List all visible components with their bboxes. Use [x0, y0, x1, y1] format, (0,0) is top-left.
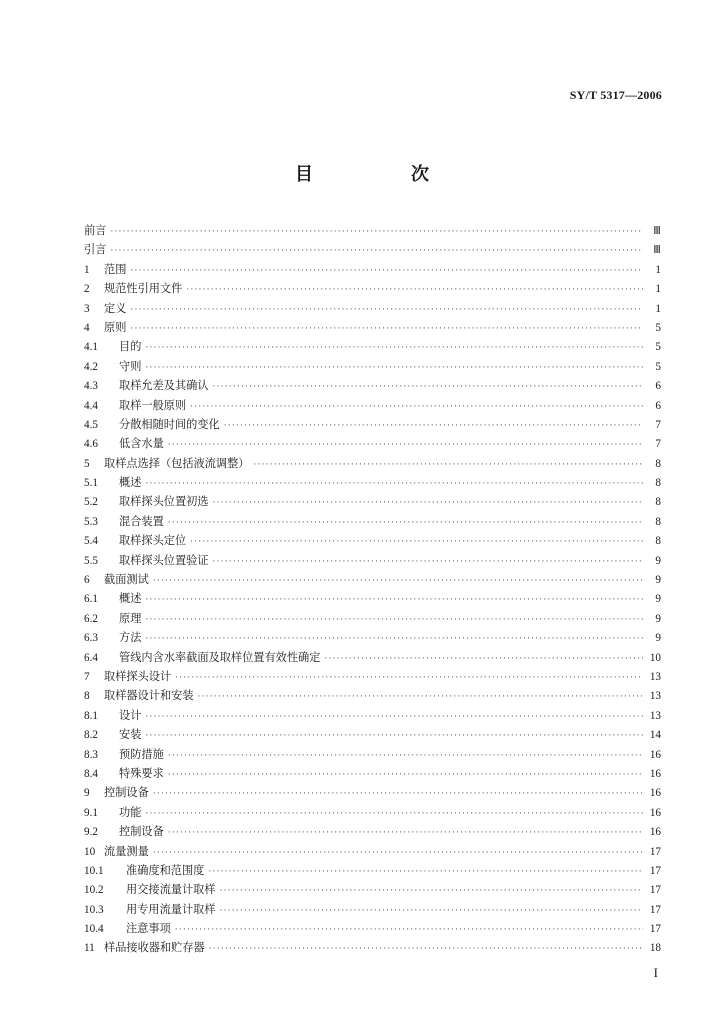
toc-entry-title: 特殊要求 — [119, 766, 164, 780]
toc-entry-page: 17 — [649, 884, 661, 897]
toc-entry-title: 原理 — [119, 611, 142, 625]
toc-entry-title: 功能 — [119, 805, 142, 819]
toc-dot-leader — [220, 902, 643, 921]
toc-entry-page: 13 — [649, 709, 661, 722]
standard-code: SY/T 5317—2006 — [569, 88, 662, 102]
toc-entry-title: 管线内含水率截面及取样位置有效性确定 — [119, 650, 321, 664]
toc-entry-page: 16 — [649, 748, 661, 761]
toc-entry[interactable] — [84, 822, 661, 841]
toc-entry[interactable] — [84, 609, 661, 628]
toc-entry[interactable] — [84, 745, 661, 764]
toc-dot-leader — [110, 223, 643, 242]
toc-entry-number: 5.5 — [84, 554, 98, 567]
toc-dot-leader — [224, 417, 643, 436]
toc-entry-page: 5 — [655, 360, 661, 373]
toc-entry-number: 5.1 — [84, 477, 98, 490]
toc-entry-page: 8 — [655, 535, 661, 548]
toc-entry[interactable] — [84, 357, 661, 376]
toc-dot-leader — [145, 727, 643, 746]
toc-entry-number: 6.1 — [84, 593, 98, 606]
toc-entry-page: 8 — [655, 477, 661, 490]
toc-entry-number: 4 — [84, 321, 90, 334]
toc-entry[interactable] — [84, 396, 661, 415]
toc-dot-leader — [220, 882, 643, 901]
toc-dot-leader — [110, 242, 643, 261]
toc-entry-page: 17 — [649, 903, 661, 916]
toc-entry-page: 17 — [649, 923, 661, 936]
toc-entry-title: 取样探头设计 — [104, 669, 172, 683]
toc-dot-leader — [145, 475, 643, 494]
toc-dot-leader — [168, 514, 643, 533]
toc-entry[interactable] — [84, 803, 661, 822]
toc-entry-title: 混合装置 — [119, 514, 164, 528]
toc-dot-leader — [130, 262, 643, 281]
toc-entry-page: 8 — [655, 457, 661, 470]
toc-entry-number: 8.2 — [84, 729, 98, 742]
toc-entry-title: 用专用流量计取样 — [126, 902, 216, 916]
toc-dot-leader — [168, 824, 643, 843]
toc-entry-page: 6 — [655, 380, 661, 393]
toc-entry-number: 6.4 — [84, 651, 98, 664]
toc-dot-leader — [190, 398, 643, 417]
toc-entry-number: 4.4 — [84, 399, 98, 412]
table-of-contents — [84, 221, 661, 958]
toc-entry-number: 4.6 — [84, 438, 98, 451]
toc-entry-title: 注意事项 — [126, 922, 171, 936]
toc-entry[interactable] — [84, 434, 661, 453]
toc-dot-leader — [186, 281, 643, 300]
toc-entry-page: 16 — [649, 826, 661, 839]
toc-entry-page: 18 — [649, 942, 661, 955]
toc-dot-leader — [130, 301, 643, 320]
toc-dot-leader — [198, 688, 643, 707]
toc-entry[interactable] — [84, 337, 661, 356]
toc-entry-number: 8.3 — [84, 748, 98, 761]
toc-entry[interactable] — [84, 764, 661, 783]
toc-entry[interactable] — [84, 492, 661, 511]
toc-entry-title: 前言 — [84, 224, 107, 237]
toc-entry-number: 9.1 — [84, 806, 98, 819]
toc-entry-page: 8 — [655, 496, 661, 509]
toc-dot-leader — [175, 921, 643, 940]
toc-entry-number: 4.5 — [84, 418, 98, 431]
toc-entry-title: 取样探头位置验证 — [119, 553, 209, 567]
toc-entry[interactable] — [84, 842, 661, 861]
toc-entry-title: 控制设备 — [104, 786, 149, 800]
toc-entry-number: 10.1 — [84, 864, 104, 877]
toc-entry[interactable] — [84, 900, 661, 919]
toc-entry-page: Ⅲ — [653, 244, 661, 257]
toc-entry-number: 5 — [84, 457, 90, 470]
toc-entry-title: 目的 — [119, 340, 142, 354]
toc-entry[interactable] — [84, 589, 661, 608]
toc-dot-leader — [145, 708, 643, 727]
toc-entry-page: 10 — [649, 651, 661, 664]
toc-entry-number: 3 — [84, 302, 90, 315]
toc-entry-title: 预防措施 — [119, 747, 164, 761]
toc-entry[interactable] — [84, 628, 661, 647]
toc-entry-title: 安装 — [119, 728, 142, 742]
toc-entry-number: 6 — [84, 574, 90, 587]
toc-dot-leader — [208, 863, 643, 882]
page-title: 目 次 — [295, 164, 469, 185]
toc-entry[interactable] — [84, 551, 661, 570]
toc-dot-leader — [130, 320, 643, 339]
toc-entry-title: 守则 — [119, 359, 142, 373]
toc-dot-leader — [168, 747, 643, 766]
toc-dot-leader — [145, 805, 643, 824]
toc-entry[interactable] — [84, 783, 661, 802]
toc-entry-page: 14 — [649, 729, 661, 742]
toc-entry-page: 7 — [655, 418, 661, 431]
toc-dot-leader — [213, 553, 643, 572]
toc-entry-page: 16 — [649, 806, 661, 819]
toc-entry-number: 5.3 — [84, 515, 98, 528]
toc-dot-leader — [153, 785, 643, 804]
toc-dot-leader — [175, 669, 643, 688]
toc-dot-leader — [153, 572, 643, 591]
toc-entry-number: 11 — [84, 942, 95, 955]
toc-entry-number: 1 — [84, 263, 90, 276]
toc-entry-number: 7 — [84, 670, 90, 683]
toc-entry-title: 取样允差及其确认 — [119, 379, 209, 393]
toc-dot-leader — [145, 611, 643, 630]
toc-entry-page: 5 — [655, 341, 661, 354]
toc-entry-page: 17 — [649, 864, 661, 877]
toc-entry-title: 控制设备 — [119, 825, 164, 839]
toc-entry-page: 1 — [655, 263, 661, 276]
toc-entry-page: 9 — [655, 554, 661, 567]
toc-entry[interactable] — [84, 240, 661, 259]
toc-entry-number: 6.3 — [84, 632, 98, 645]
toc-entry[interactable] — [84, 531, 661, 550]
toc-entry-number: 4.3 — [84, 380, 98, 393]
toc-entry-page: 13 — [649, 670, 661, 683]
toc-entry-page: Ⅲ — [653, 225, 661, 237]
toc-dot-leader — [253, 456, 643, 475]
toc-entry-number: 10.4 — [84, 923, 104, 936]
toc-entry[interactable] — [84, 415, 661, 434]
toc-dot-leader — [190, 533, 643, 552]
toc-entry[interactable] — [84, 318, 661, 337]
toc-entry-title: 截面测试 — [104, 573, 149, 587]
toc-entry-title: 样品接收器和贮存器 — [104, 941, 205, 955]
toc-entry[interactable] — [84, 880, 661, 899]
toc-entry-page: 1 — [655, 302, 661, 315]
toc-entry[interactable] — [84, 648, 661, 667]
toc-entry-title: 流量测量 — [104, 844, 149, 858]
toc-entry-number: 2 — [84, 283, 90, 296]
toc-entry-page: 16 — [649, 767, 661, 780]
toc-dot-leader — [213, 494, 643, 513]
toc-entry[interactable] — [84, 299, 661, 318]
toc-entry[interactable] — [84, 861, 661, 880]
toc-entry-title: 引言 — [84, 243, 107, 257]
toc-entry-title: 定义 — [104, 301, 127, 315]
toc-entry[interactable] — [84, 706, 661, 725]
toc-entry-title: 取样探头定位 — [119, 534, 187, 548]
toc-entry-title: 原则 — [104, 320, 127, 334]
toc-entry[interactable] — [84, 686, 661, 705]
toc-dot-leader — [145, 339, 643, 358]
toc-entry-number: 10 — [84, 845, 96, 858]
toc-entry-title: 取样一般原则 — [119, 398, 187, 412]
toc-entry-title: 设计 — [119, 708, 142, 722]
toc-entry-page: 13 — [649, 690, 661, 703]
toc-dot-leader — [145, 359, 643, 378]
toc-entry[interactable] — [84, 919, 661, 938]
toc-entry-page: 6 — [655, 399, 661, 412]
toc-entry[interactable] — [84, 938, 661, 957]
toc-entry-number: 10.3 — [84, 903, 104, 916]
toc-entry-page: 1 — [655, 283, 661, 296]
toc-entry-number: 10.2 — [84, 884, 104, 897]
toc-entry-page: 7 — [655, 438, 661, 451]
toc-entry-title: 概述 — [119, 592, 142, 606]
toc-entry-page: 17 — [649, 845, 661, 858]
toc-entry-page: 9 — [655, 612, 661, 625]
toc-entry[interactable] — [84, 512, 661, 531]
toc-entry-page: 9 — [655, 632, 661, 645]
toc-entry[interactable] — [84, 260, 661, 279]
toc-entry-title: 分散相随时间的变化 — [119, 417, 220, 431]
toc-dot-leader — [153, 844, 643, 863]
toc-entry-page: 16 — [649, 787, 661, 800]
toc-dot-leader — [145, 591, 643, 610]
toc-entry-page: 9 — [655, 574, 661, 587]
toc-entry-title: 规范性引用文件 — [104, 282, 183, 296]
toc-dot-leader — [324, 650, 643, 669]
toc-entry[interactable] — [84, 454, 661, 473]
toc-entry-title: 用交接流量计取样 — [126, 883, 216, 897]
toc-entry-title: 方法 — [119, 631, 142, 645]
toc-entry-title: 低含水量 — [119, 437, 164, 451]
toc-entry[interactable] — [84, 376, 661, 395]
toc-entry-number: 5.2 — [84, 496, 98, 509]
toc-entry-page: 5 — [655, 321, 661, 334]
toc-entry-number: 4.1 — [84, 341, 98, 354]
toc-entry-number: 8.1 — [84, 709, 98, 722]
toc-entry[interactable] — [84, 667, 661, 686]
toc-entry-number: 8 — [84, 690, 90, 703]
toc-entry[interactable] — [84, 221, 661, 240]
toc-entry-number: 6.2 — [84, 612, 98, 625]
toc-dot-leader — [168, 766, 643, 785]
toc-entry-title: 范围 — [104, 262, 127, 276]
toc-entry-title: 取样器设计和安装 — [104, 689, 194, 703]
toc-entry-title: 取样点选择（包括液流调整） — [104, 456, 250, 470]
toc-dot-leader — [213, 378, 643, 397]
toc-dot-leader — [209, 940, 643, 959]
toc-entry-number: 8.4 — [84, 767, 98, 780]
toc-entry[interactable] — [84, 279, 661, 298]
toc-entry-number: 5.4 — [84, 535, 98, 548]
toc-entry[interactable] — [84, 725, 661, 744]
toc-entry-number: 9 — [84, 787, 90, 800]
toc-entry[interactable] — [84, 570, 661, 589]
toc-entry-title: 取样探头位置初选 — [119, 495, 209, 509]
toc-entry-page: 8 — [655, 515, 661, 528]
toc-entry-number: 9.2 — [84, 826, 98, 839]
toc-entry[interactable] — [84, 473, 661, 492]
toc-entry-number: 4.2 — [84, 360, 98, 373]
page-number: I — [653, 965, 658, 980]
toc-entry-title: 准确度和范围度 — [126, 863, 205, 877]
toc-entry-title: 概述 — [119, 476, 142, 490]
toc-entry-page: 9 — [655, 593, 661, 606]
